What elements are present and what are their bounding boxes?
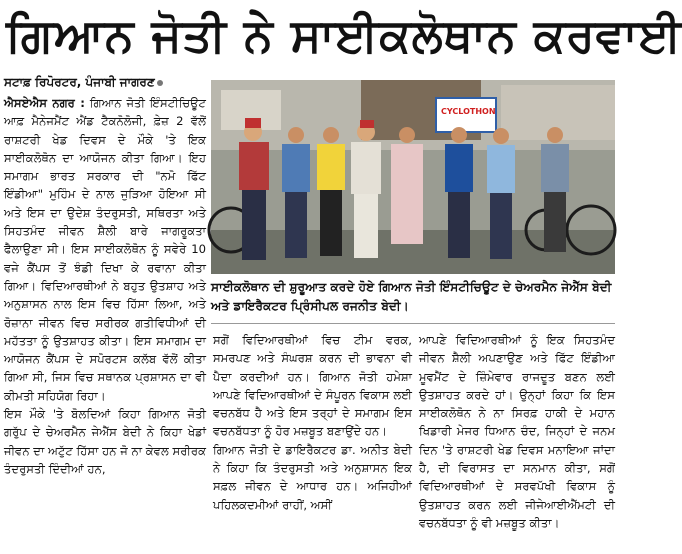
paragraph-4: ਗਿਆਨ ਜੋਤੀ ਦੇ ਡਾਇਰੈਕਟਰ ਡਾ. ਅਨੀਤ ਬੇਦੀ ਨੇ ਕਿਹਾ ਕਿ ਤੰਦਰੁਸਤੀ ਅਤੇ ਅਨੁਸ਼ਾਸਨ ਇਕ ਸਫ਼ਲ ਜੀਵਨ ਦੇ ਆਧਾਰ ਹਨ। ਅਜਿਹੀਆਂ ਪਹਿਲਕਦਮੀਆਂ ਰਾਹੀਂ, ਅਸੀਂ (213, 442, 412, 512)
article-column-3 (419, 331, 615, 532)
dateline: ਐਸਏਐਸ ਨਗਰ : (4, 96, 85, 110)
byline (4, 74, 208, 90)
article-column-2 (213, 331, 412, 514)
photo-caption: ਸਾਈਕਲੋਥਾਨ ਦੀ ਸ਼ੁਰੂਆਤ ਕਰਦੇ ਹੋਏ ਗਿਆਨ ਜੋਤੀ ਇੰਸਟੀਚਿਊਟ ਦੇ ਚੇਅਰਮੈਨ ਜੇਐੱਸ ਬੇਦੀ ਅਤੇ ਡਾਇਰੈਕਟਰ ਪ੍ਰਿੰਸੀਪਲ ਰਜਨੀਤ ਬੇਦੀ। (211, 280, 612, 313)
headline: ਗਿਆਨ ਜੋਤੀ ਨੇ ਸਾਈਕਲੋਥਾਨ ਕਰਵਾਈ (6, 8, 682, 62)
article-column-1 (4, 94, 206, 478)
paragraph-1 (4, 94, 206, 405)
event-photo (211, 80, 615, 274)
bullet-icon (157, 80, 163, 86)
paragraph-5: ਆਪਣੇ ਵਿਦਿਆਰਥੀਆਂ ਨੂੰ ਇਕ ਸਿਹਤਮੰਦ ਜੀਵਨ ਸ਼ੈਲੀ ਅਪਣਾਉਣ ਅਤੇ ਫਿੱਟ ਇੰਡੀਆ ਮੂਵਮੈਂਟ ਦੇ ਜ਼ਿੰਮੇਵਾਰ ਰਾਜਦੂਤ ਬਣਨ ਲਈ ਉਤਸ਼ਾਹਤ ਕਰਦੇ ਹਾਂ। ਉਨ੍ਹਾਂ ਕਿਹਾ ਕਿ ਇਸ ਸਾਈਕਲੋਥੋਨ ਨੇ ਨਾ ਸਿਰਫ਼ ਹਾਕੀ ਦੇ ਮਹਾਨ ਖਿਡਾਰੀ ਮੇਜਰ ਧਿਆਨ ਚੰਦ, ਜਿਨ੍ਹਾਂ ਦੇ ਜਨਮ ਦਿਨ 'ਤੇ ਰਾਸ਼ਟਰੀ ਖੇਡ ਦਿਵਸ ਮਨਾਇਆ ਜਾਂਦਾ ਹੈ, ਦੀ ਵਿਰਾਸਤ ਦਾ ਸਨਮਾਨ ਕੀਤਾ, ਸਗੋਂ ਵਿਦਿਆਰਥੀਆਂ ਦੇ ਸਰਵਪੱਖੀ ਵਿਕਾਸ ਨੂੰ ਉਤਸ਼ਾਹਤ ਕਰਨ ਲਈ ਜੀਜੇਆਈਐੱਮਟੀ ਦੀ ਵਚਨਬੱਧਤਾ ਨੂੰ ਵੀ ਮਜ਼ਬੂਤ ਕੀਤਾ। (419, 333, 615, 530)
banner-text: CYCLOTHON (441, 107, 496, 116)
cyclists-group-photo (211, 80, 615, 274)
paragraph-2: ਇਸ ਮੌਕੇ 'ਤੇ ਬੋਲਦਿਆਂ ਕਿਹਾ ਗਿਆਨ ਜੋਤੀ ਗਰੁੱਪ ਦੇ ਚੇਅਰਮੈਨ ਜੇਐੱਸ ਬੇਦੀ ਨੇ ਕਿਹਾ ਖੇਡਾਂ ਜੀਵਨ ਦਾ ਅਟੁੱਟ ਹਿੱਸਾ ਹਨ ਜੋ ਨਾ ਕੇਵਲ ਸਰੀਰਕ ਤੰਦਰੁਸਤੀ ਦਿੰਦੀਆਂ ਹਨ, (4, 407, 206, 476)
paragraph-3: ਸਗੋਂ ਵਿਦਿਆਰਥੀਆਂ ਵਿਚ ਟੀਮ ਵਰਕ, ਸਮਰਪਣ ਅਤੇ ਸੰਘਰਸ਼ ਕਰਨ ਦੀ ਭਾਵਨਾ ਵੀ ਪੈਦਾ ਕਰਦੀਆਂ ਹਨ। ਗਿਆਨ ਜੋਤੀ ਹਮੇਸ਼ਾ ਆਪਣੇ ਵਿਦਿਆਰਥੀਆਂ ਦੇ ਸੰਪੂਰਨ ਵਿਕਾਸ ਲਈ ਵਚਨਬੱਧ ਹੈ ਅਤੇ ਇਸ ਤਰ੍ਹਾਂ ਦੇ ਸਮਾਗਮ ਇਸ ਵਚਨਬੱਧਤਾ ਨੂੰ ਹੋਰ ਮਜ਼ਬੂਤ ਬਣਾਉਂਦੇ ਹਨ। (213, 333, 412, 439)
divider (211, 323, 615, 324)
paragraph-1-text: ਗਿਆਨ ਜੋਤੀ ਇੰਸਟੀਚਿਊਟ ਆਫ਼ ਮੈਨੇਜਮੈਂਟ ਐਂਡ ਟੈਕਨੋਲੋਜੀ, ਫ਼ੇਜ਼ 2 ਵੱਲੋਂ ਰਾਸ਼ਟਰੀ ਖੇਡ ਦਿਵਸ ਦੇ ਮੌਕੇ 'ਤੇ ਇਕ ਸਾਈਕਲੋਥੋਨ ਦਾ ਆਯੋਜਨ ਕੀਤਾ ਗਿਆ। ਇਹ ਸਮਾਗਮ ਭਾਰਤ ਸਰਕਾਰ ਦੀ "ਨਮੋ ਫਿੱਟ ਇੰਡੀਆ" ਮੁਹਿੰਮ ਦੇ ਨਾਲ ਜੁੜਿਆ ਹੋਇਆ ਸੀ ਅਤੇ ਇਸ ਦਾ ਉਦੇਸ਼ ਤੰਦਰੁਸਤੀ, ਸਥਿਰਤਾ ਅਤੇ ਸਿਹਤਮੰਦ ਜੀਵਨ ਸ਼ੈਲੀ ਬਾਰੇ ਜਾਗਰੂਕਤਾ ਫੈਲਾਉਣਾ ਸੀ। ਇਸ ਸਾਈਕਲੋਥੋਨ ਨੂੰ ਸਵੇਰੇ 10 ਵਜੇ ਕੈਂਪਸ ਤੋਂ ਝੰਡੀ ਦਿਖਾ ਕੇ ਰਵਾਨਾ ਕੀਤਾ ਗਿਆ। ਵਿਦਿਆਰਥੀਆਂ ਨੇ ਬਹੁਤ ਉਤਸ਼ਾਹ ਅਤੇ ਅਨੁਸ਼ਾਸਨ ਨਾਲ ਇਸ ਵਿਚ ਹਿੱਸਾ ਲਿਆ, ਅਤੇ ਰੋਜ਼ਾਨਾ ਜੀਵਨ ਵਿਚ ਸਰੀਰਕ ਗਤੀਵਿਧੀਆਂ ਦੀ ਮਹੱਤਤਾ ਨੂੰ ਉਤਸ਼ਾਹਤ ਕੀਤਾ। ਇਸ ਸਮਾਗਮ ਦਾ ਆਯੋਜਨ ਕੈਂਪਸ ਦੇ ਸਪੋਰਟਸ ਕਲੱਬ ਵੱਲੋਂ ਕੀਤਾ ਗਿਆ ਸੀ, ਜਿਸ ਵਿਚ ਸਥਾਨਕ ਪ੍ਰਸ਼ਾਸਨ ਦਾ ਵੀ ਕੀਮਤੀ ਸਹਿਯੋਗ ਰਿਹਾ। (4, 96, 206, 403)
byline-text: ਸਟਾਫ਼ ਰਿਪੋਰਟਰ, ਪੰਜਾਬੀ ਜਾਗਰਣ (4, 75, 155, 89)
